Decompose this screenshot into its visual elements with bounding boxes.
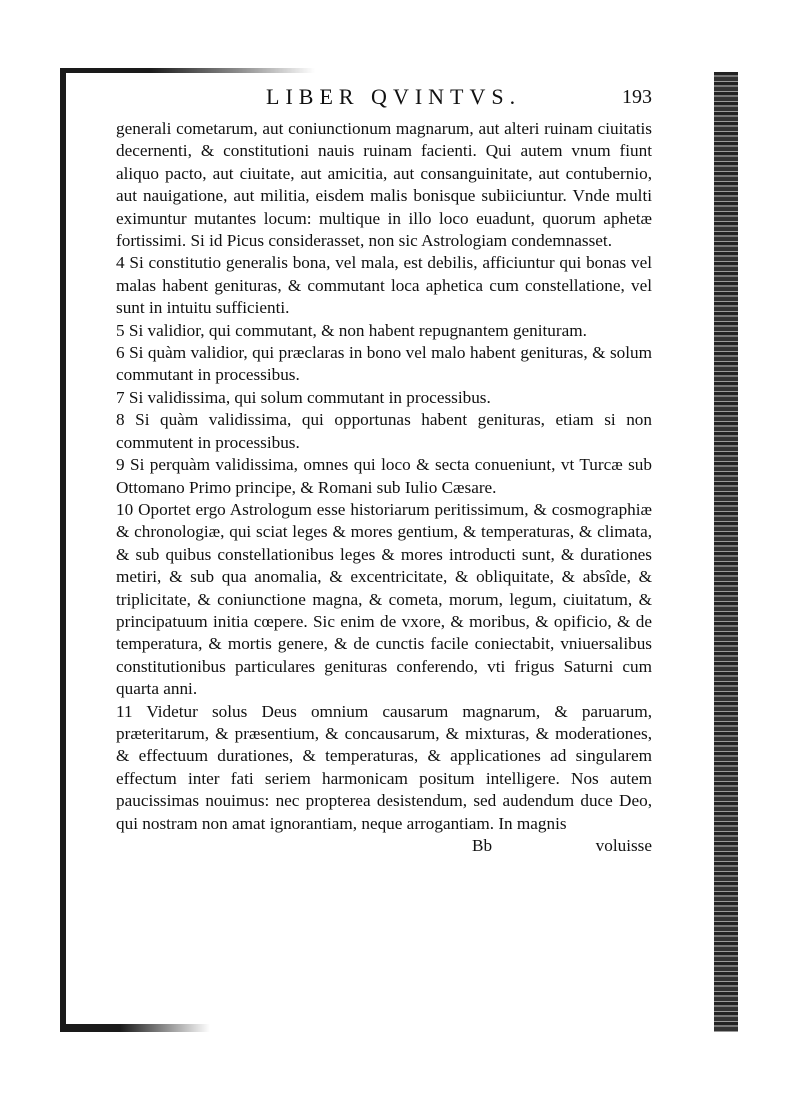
book-page bbox=[116, 84, 652, 859]
scan-shadow-left bbox=[60, 72, 66, 1032]
paragraph-10: 10 Oportet ergo Astrologum esse historiarum peritissimum, & cosmographiæ & chronologiæ, qui sciat leges & mores gentium, & temperaturas, & climata, & sub quibus constellationibus leges & mores introducti sunt, & durationes metiri, & sub qua anomalia, & excentricitate, & obliquitate, & absîde, & triplicitate, & coniunctione magna, & cometa, morum, legum, ciuitatum, & principatuum initia cœpere. Sic enim de vxore, & moribus, & opificio, & de temperatura, & mortis genere, & de cunctis facile coniectabit, vniuersalibus constitutionibus particulares genituras conferendo, vti frigus Saturni cum quarta anni. bbox=[116, 499, 652, 699]
paragraph-8: 8 Si quàm validissima, qui opportunas habent genituras, etiam si non commutent in processibus. bbox=[116, 410, 652, 452]
paragraph-5: 5 Si validior, qui commutant, & non habent repugnantem genituram. bbox=[116, 320, 587, 340]
page-number: 193 bbox=[622, 86, 652, 108]
paragraph-4: 4 Si constitutio generalis bona, vel mala, est debilis, afficiuntur qui bonas vel malas habent genituras, & commutant loca aphetica cum constellatione, vel sunt in intuitu sufficienti. bbox=[116, 253, 652, 318]
paragraph-11: 11 Videtur solus Deus omnium causarum magnarum, & paruarum, præteritarum, & præsentium, & concausarum, & mixturas, & moderationes, & effectuum durationes, & temperaturas, & applicationes ad singularem effectum inter fati seriem harmonicam positum intelligere. Nos autem paucissimas nouimus: nec propterea desistendum, sed audendum duce Deo, qui nostram non amat ignorantiam, neque arrogantiam. In magnis bbox=[116, 701, 652, 833]
body-text bbox=[116, 118, 652, 835]
running-head bbox=[116, 84, 652, 118]
catchword: voluisse bbox=[595, 836, 652, 855]
page-footer bbox=[116, 835, 652, 859]
scan-shadow-bottom bbox=[60, 1024, 210, 1032]
signature-mark: Bb bbox=[472, 836, 493, 855]
paragraph-continuation: generali cometarum, aut coniunctionum magnarum, aut alteri ruinam ciuitatis decernenti, & constitutioni nauis ruinam facienti. Qui autem vnum fiunt aliquo pacto, aut ciuitate, aut amicitia, aut consanguinitate, aut contubernio, aut nauigatione, aut militia, eisdem malis bonisque subiiciuntur. Vnde multi eximuntur mutantes locum: multique in illo loco euadunt, quorum aphetæ fortissimi. Si id Picus considerasset, non sic Astrologiam condemnasset. bbox=[116, 119, 652, 251]
running-title: LIBER QVINTVS. bbox=[266, 84, 522, 109]
paragraph-6: 6 Si quàm validior, qui præclaras in bono vel malo habent genituras, & solum commutant in processibus. bbox=[116, 343, 652, 385]
scan-shadow-top bbox=[60, 68, 315, 73]
paragraph-9: 9 Si perquàm validissima, omnes qui loco & secta conueniunt, vt Turcæ sub Ottomano Primo principe, & Romani sub Iulio Cæsare. bbox=[116, 455, 652, 497]
scan-page-edge-right bbox=[714, 72, 738, 1032]
paragraph-7: 7 Si validissima, qui solum commutant in processibus. bbox=[116, 387, 491, 407]
